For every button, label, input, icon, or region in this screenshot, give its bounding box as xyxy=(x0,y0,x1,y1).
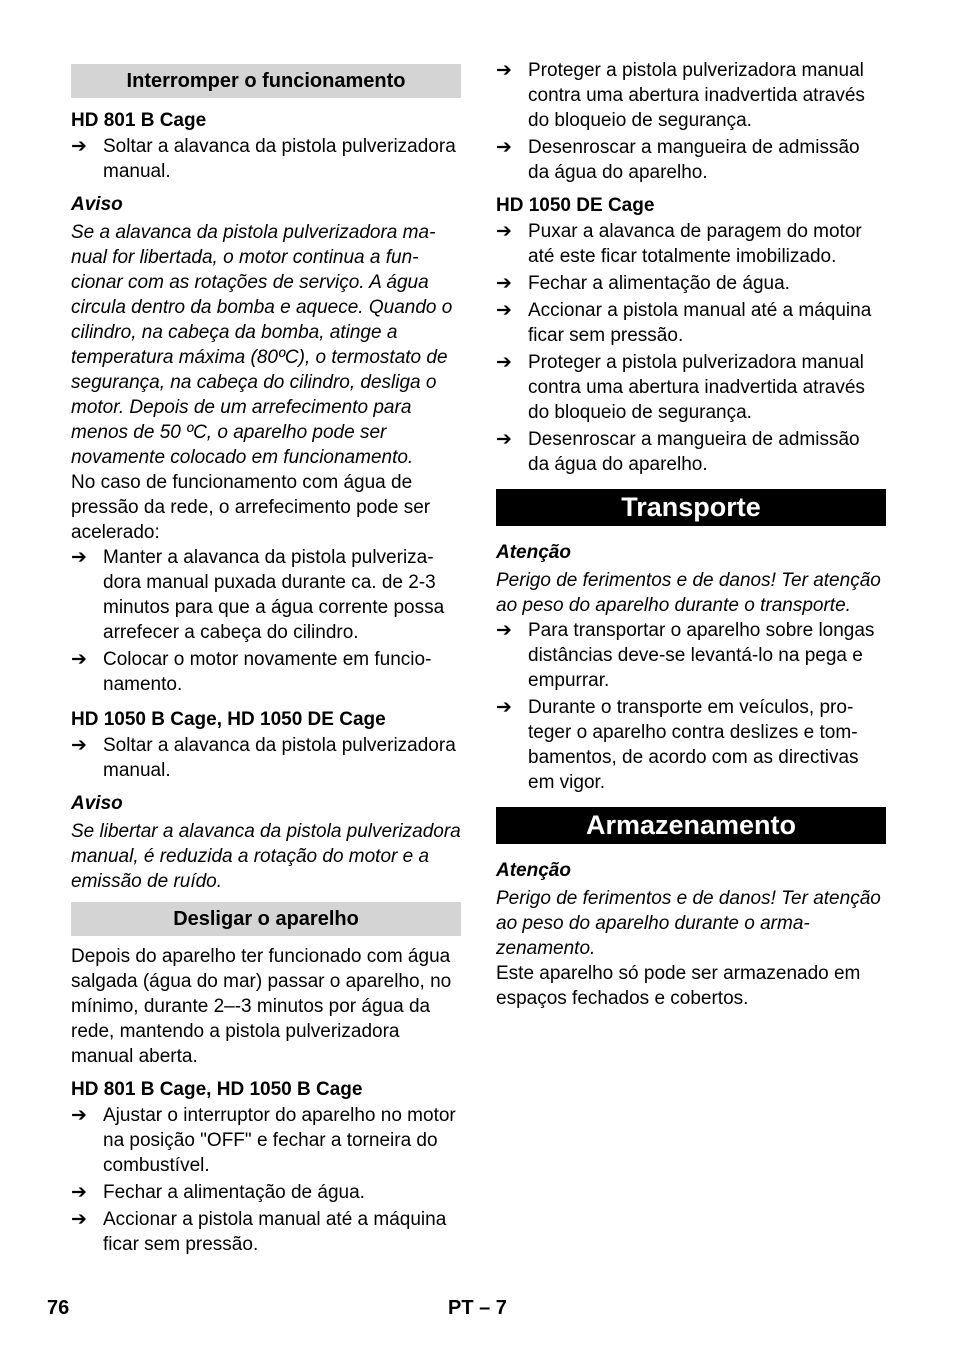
arrow-icon: ➔ xyxy=(496,137,512,158)
note-text: Perigo de ferimentos e de danos! Ter atenção ao peso do aparelho durante o armazenamento. xyxy=(496,888,881,959)
paragraph: No caso de funcionamento com água de pressão da rede, o arrefecimento pode ser acelerado: xyxy=(71,472,431,543)
arrow-icon: ➔ xyxy=(496,429,512,450)
arrow-icon: ➔ xyxy=(71,735,87,756)
list-item xyxy=(496,427,886,477)
arrow-icon: ➔ xyxy=(71,1182,87,1203)
instruction-list xyxy=(71,1103,461,1257)
arrow-icon: ➔ xyxy=(496,620,512,641)
instruction-list xyxy=(496,618,886,795)
list-item-text: Proteger a pistola pulverizadora manual contra uma abertura inadvertida através do bloqueio de segurança. xyxy=(528,352,865,423)
subheading-hd1050: HD 1050 B Cage, HD 1050 DE Cage xyxy=(71,709,386,730)
arrow-icon: ➔ xyxy=(496,273,512,294)
list-item xyxy=(496,298,886,348)
paragraph: Depois do aparelho ter funcionado com água salgada (água do mar) passar o aparelho, no mínimo, durante 2–-3 minutos por água da rede, mantendo a pistola pulverizadora manual aberta. xyxy=(71,946,452,1067)
arrow-icon: ➔ xyxy=(496,60,512,81)
list-item xyxy=(71,733,461,783)
list-item xyxy=(496,135,886,185)
subheading-hd1050de: HD 1050 DE Cage xyxy=(496,195,655,216)
list-item xyxy=(71,647,461,697)
list-item xyxy=(71,1180,461,1205)
list-item-text: Ajustar o interruptor do aparelho no motor na posição "OFF" e fechar a torneira do combustível. xyxy=(103,1105,456,1176)
section-heading-armazenamento: Armazenamento xyxy=(496,807,886,844)
arrow-icon: ➔ xyxy=(71,547,87,568)
arrow-icon: ➔ xyxy=(496,352,512,373)
list-item-text: Proteger a pistola pulverizadora manual contra uma abertura inadvertida através do bloqueio de segurança. xyxy=(528,60,865,131)
list-item xyxy=(496,271,886,296)
instruction-list xyxy=(71,134,461,184)
arrow-icon: ➔ xyxy=(496,697,512,718)
list-item-text: Colocar o motor novamente em funcionamento. xyxy=(103,649,432,695)
list-item xyxy=(71,1207,461,1257)
list-item-text: Puxar a alavanca de paragem do motor até este ficar totalmente imobilizado. xyxy=(528,221,862,267)
list-item-text: Manter a alavanca da pistola pulverizadora manual puxada durante ca. de 2-3 minutos para que a água corrente possa arrefecer a cabeça do cilindro. xyxy=(103,547,445,643)
arrow-icon: ➔ xyxy=(71,1209,87,1230)
subheading-hd801-hd1050: HD 801 B Cage, HD 1050 B Cage xyxy=(71,1079,363,1100)
subheading-hd801: HD 801 B Cage xyxy=(71,110,207,131)
arrow-icon: ➔ xyxy=(496,221,512,242)
note-text: Perigo de ferimentos e de danos! Ter atenção ao peso do aparelho durante o transporte. xyxy=(496,570,881,616)
list-item-text: Fechar a alimentação de água. xyxy=(528,273,790,294)
note-title-atencao: Atenção xyxy=(496,542,571,563)
instruction-list xyxy=(496,58,886,185)
left-column xyxy=(71,58,461,1259)
list-item xyxy=(496,695,886,795)
page-number: 76 xyxy=(47,1297,70,1319)
right-column xyxy=(496,58,886,1011)
list-item-text: Durante o transporte em veículos, proteger o aparelho contra deslizes e tombamentos, de acordo com as directivas em vigor. xyxy=(528,697,859,793)
list-item-text: Desenroscar a mangueira de admissão da água do aparelho. xyxy=(528,429,860,475)
section-heading-desligar: Desligar o aparelho xyxy=(71,902,461,936)
arrow-icon: ➔ xyxy=(71,1105,87,1126)
section-heading-transporte: Transporte xyxy=(496,489,886,526)
list-item-text: Accionar a pistola manual até a máquina ficar sem pressão. xyxy=(528,300,872,346)
note-text: Se libertar a alavanca da pistola pulverizadora manual, é reduzida a rotação do motor e a emissão de ruído. xyxy=(71,821,461,892)
note-title-atencao: Atenção xyxy=(496,860,571,881)
list-item-text: Para transportar o aparelho sobre longas distâncias deve-se levantá-lo na pega e empurrar. xyxy=(528,620,875,691)
section-heading-interromper: Interromper o funcionamento xyxy=(71,64,461,98)
list-item xyxy=(496,58,886,133)
section-footer: PT – 7 xyxy=(448,1297,507,1319)
arrow-icon: ➔ xyxy=(71,649,87,670)
list-item-text: Accionar a pistola manual até a máquina ficar sem pressão. xyxy=(103,1209,447,1255)
arrow-icon: ➔ xyxy=(71,136,87,157)
list-item-text: Soltar a alavanca da pistola pulverizadora manual. xyxy=(103,136,456,182)
list-item-text: Desenroscar a mangueira de admissão da água do aparelho. xyxy=(528,137,860,183)
note-title-aviso: Aviso xyxy=(71,194,123,215)
instruction-list xyxy=(71,733,461,783)
list-item xyxy=(71,1103,461,1178)
list-item xyxy=(71,134,461,184)
instruction-list xyxy=(71,545,461,697)
instruction-list xyxy=(496,219,886,477)
list-item-text: Soltar a alavanca da pistola pulverizadora manual. xyxy=(103,735,456,781)
list-item xyxy=(496,219,886,269)
list-item xyxy=(71,545,461,645)
arrow-icon: ➔ xyxy=(496,300,512,321)
list-item xyxy=(496,618,886,693)
note-text: Se a alavanca da pistola pulverizadora manual for libertada, o motor continua a funcionar com as rotações de serviço. A água circula dentro da bomba e aquece. Quando o cilindro, na cabeça da bomba, atinge a temperatura máxima (80ºC), o termostato de segurança, na cabeça do cilindro, desliga o motor. Depois de um arrefecimento para menos de 50 ºC, o aparelho pode ser novamente colocado em funcionamento. xyxy=(71,222,453,468)
note-title-aviso: Aviso xyxy=(71,793,123,814)
list-item-text: Fechar a alimentação de água. xyxy=(103,1182,365,1203)
list-item xyxy=(496,350,886,425)
paragraph: Este aparelho só pode ser armazenado em espaços fechados e cobertos. xyxy=(496,963,861,1009)
